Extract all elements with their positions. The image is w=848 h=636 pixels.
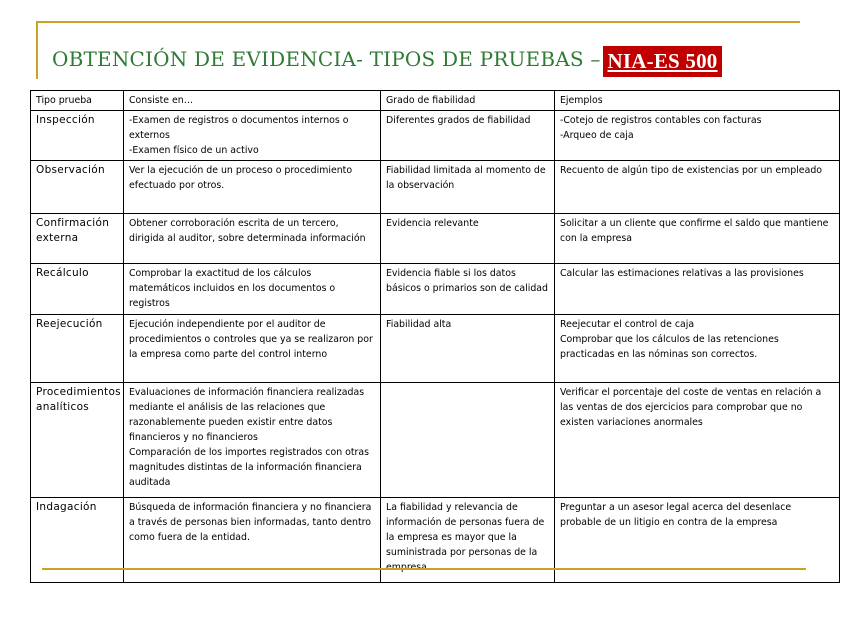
header-tipo-prueba: Tipo prueba xyxy=(31,91,124,111)
row-type: Procedimientos analíticos xyxy=(31,383,124,498)
header-grado-fiabilidad: Grado de fiabilidad xyxy=(381,91,555,111)
cell-line: Comprobar que los cálculos de las retenciones practicadas en las nóminas son correctos. xyxy=(560,334,779,360)
row-reliability xyxy=(381,111,555,161)
row-examples xyxy=(555,111,840,161)
cell-line: Calcular las estimaciones relativas a las provisiones xyxy=(560,268,804,279)
top-decorative-rule xyxy=(36,21,800,23)
row-examples xyxy=(555,383,840,498)
row-type: Reejecución xyxy=(31,315,124,383)
cell-line: Comprobar la exactitud de los cálculos matemáticos incluidos en los documentos o registros xyxy=(129,268,336,309)
row-examples xyxy=(555,264,840,315)
cell-line: -Examen de registros o documentos internos o externos xyxy=(129,115,349,141)
row-consists xyxy=(124,383,381,498)
row-reliability xyxy=(381,315,555,383)
cell-line: Evidencia relevante xyxy=(386,218,479,229)
header-consiste-en: Consiste en… xyxy=(124,91,381,111)
cell-line: -Arqueo de caja xyxy=(560,130,634,141)
cell-line: -Cotejo de registros contables con facturas xyxy=(560,115,762,126)
row-type: Inspección xyxy=(31,111,124,161)
row-consists xyxy=(124,161,381,214)
row-reliability xyxy=(381,214,555,264)
cell-line: Evaluaciones de información financiera realizadas mediante el análisis de las relaciones que razonablemente pueden existir entre datos financieros y no financieros xyxy=(129,387,365,443)
cell-line: Evidencia fiable si los datos básicos o primarios son de calidad xyxy=(386,268,548,294)
header-ejemplos: Ejemplos xyxy=(555,91,840,111)
cell-line: Obtener corroboración escrita de un tercero, dirigida al auditor, sobre determinada información xyxy=(129,218,366,244)
row-consists xyxy=(124,264,381,315)
row-consists xyxy=(124,111,381,161)
cell-line: -Examen físico de un activo xyxy=(129,145,259,156)
row-consists xyxy=(124,315,381,383)
row-examples xyxy=(555,161,840,214)
cell-line: Comparación de los importes registrados con otras magnitudes distintas de la información financiera auditada xyxy=(129,447,370,488)
cell-line: Ejecución independiente por el auditor de procedimientos o controles que ya se realizaron por la empresa como parte del control interno xyxy=(129,319,373,360)
row-examples xyxy=(555,315,840,383)
table-header-row xyxy=(31,91,840,111)
cell-line: La fiabilidad y relevancia de información de personas fuera de la empresa es mayor que la suministrada por personas de la xyxy=(386,502,545,558)
bottom-decorative-rule xyxy=(42,568,806,570)
row-examples xyxy=(555,214,840,264)
cell-line: Búsqueda de información financiera y no financiera a través de personas bien informadas, tanto dentro como fuera de la entidad. xyxy=(129,502,372,543)
table-row xyxy=(31,161,840,214)
slide-title-text: OBTENCIÓN DE EVIDENCIA- TIPOS DE PRUEBAS – xyxy=(52,47,601,71)
nia-badge: NIA-ES 500 xyxy=(603,46,723,77)
row-type: Recálculo xyxy=(31,264,124,315)
table-row xyxy=(31,315,840,383)
cell-line: Reejecutar el control de caja xyxy=(560,319,695,330)
left-decorative-rule xyxy=(36,21,38,79)
table-row xyxy=(31,383,840,498)
row-type: Indagación xyxy=(31,498,124,583)
row-reliability-empty xyxy=(381,383,555,498)
cell-line: Fiabilidad alta xyxy=(386,319,452,330)
cell-line: Diferentes grados de fiabilidad xyxy=(386,115,531,126)
cell-line: Verificar el porcentaje del coste de ventas en relación a las ventas de dos ejercicios para comprobar que no existen variaciones anormales xyxy=(560,387,822,428)
row-consists xyxy=(124,214,381,264)
table-row xyxy=(31,264,840,315)
table-row xyxy=(31,111,840,161)
cell-line: Recuento de algún tipo de existencias por un empleado xyxy=(560,165,823,176)
slide-title xyxy=(52,46,722,77)
row-reliability xyxy=(381,161,555,214)
row-type: Confirmación externa xyxy=(31,214,124,264)
cell-line: Preguntar a un asesor legal acerca del desenlace probable de un litigio en contra de la empresa xyxy=(560,502,792,528)
cell-line: Fiabilidad limitada al momento de la observación xyxy=(386,165,546,191)
cell-line: Ver la ejecución de un proceso o procedimiento efectuado por otros. xyxy=(129,165,353,191)
row-type: Observación xyxy=(31,161,124,214)
row-reliability xyxy=(381,264,555,315)
cell-line: Solicitar a un cliente que confirme el saldo que mantiene con la empresa xyxy=(560,218,829,244)
table-row xyxy=(31,214,840,264)
evidence-tests-table xyxy=(30,90,840,583)
